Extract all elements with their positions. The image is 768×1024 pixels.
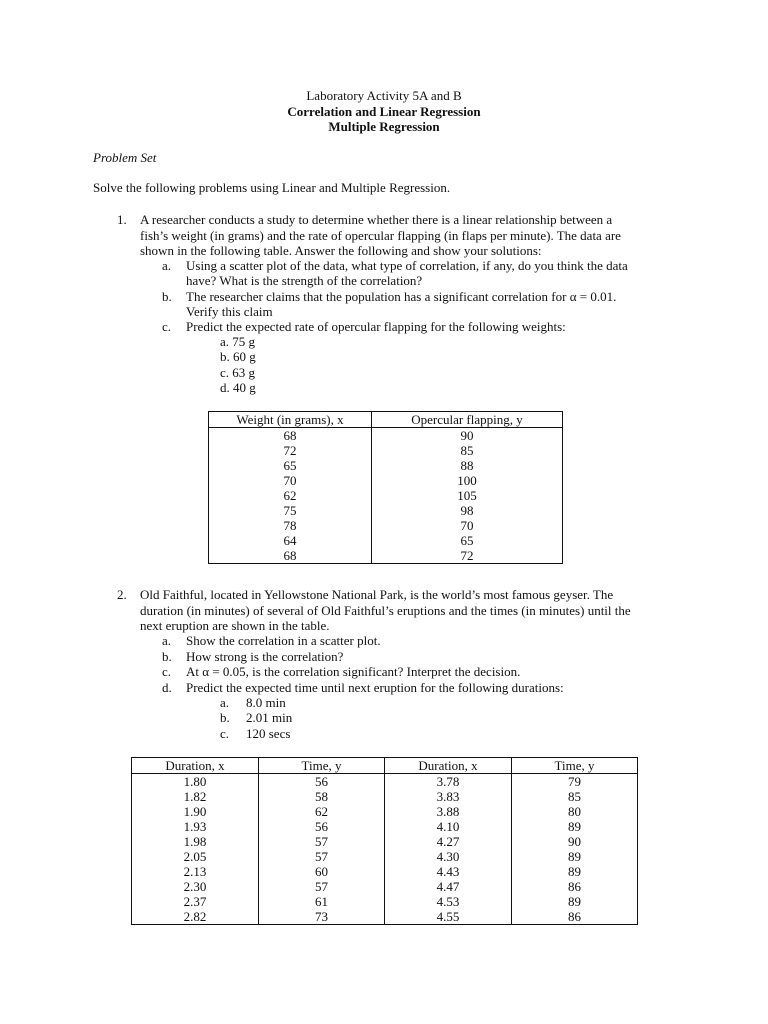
table-cell: 4.47	[385, 879, 512, 894]
problem-2-item-text: Predict the expected time until next eruption for the following durations:	[186, 680, 564, 695]
table-cell: 89	[512, 864, 638, 879]
column-header: Time, y	[259, 758, 385, 774]
table-row	[132, 879, 638, 894]
table-cell: 1.80	[132, 774, 259, 790]
problem-1-c-line-1: Predict the expected rate of opercular flapping for the following weights:	[186, 319, 566, 334]
problem-2-item-label: a.	[162, 633, 172, 648]
problem-2-line-1: Old Faithful, located in Yellowstone National Park, is the world’s most famous geyser. The	[140, 587, 614, 602]
table-row	[132, 894, 638, 909]
table-row	[209, 533, 563, 548]
table-cell: 1.90	[132, 804, 259, 819]
problem-1-number: 1.	[117, 212, 127, 227]
problem-2-item-text: How strong is the correlation?	[186, 649, 344, 664]
table-row	[209, 548, 563, 564]
problem-2-item-label: d.	[162, 680, 172, 695]
table-cell: 2.30	[132, 879, 259, 894]
instructions: Solve the following problems using Linear and Multiple Regression.	[93, 180, 451, 195]
topic-title: Correlation and Linear Regression	[287, 104, 481, 119]
table-cell: 72	[209, 443, 372, 458]
weight-item: c. 63 g	[220, 365, 256, 380]
problem-2-number: 2.	[117, 587, 127, 602]
table-cell: 4.10	[385, 819, 512, 834]
table-cell: 85	[512, 789, 638, 804]
fish-data-table	[208, 411, 563, 564]
column-header: Time, y	[512, 758, 638, 774]
table-row	[132, 774, 638, 790]
table-cell: 61	[259, 894, 385, 909]
duration-value: 2.01 min	[246, 710, 293, 725]
problem-1-line-2: fish’s weight (in grams) and the rate of opercular flapping (in flaps per minute). The data are	[140, 228, 621, 243]
table-header-row	[209, 412, 563, 428]
problem-2-item-text: Show the correlation in a scatter plot.	[186, 633, 381, 648]
table-cell: 86	[512, 879, 638, 894]
table-cell: 1.93	[132, 819, 259, 834]
table-cell: 72	[372, 548, 563, 564]
table-row	[209, 518, 563, 533]
table-cell: 73	[259, 909, 385, 925]
table-cell: 56	[259, 774, 385, 790]
table-cell: 3.88	[385, 804, 512, 819]
table-row	[132, 864, 638, 879]
table-cell: 68	[209, 548, 372, 564]
table-cell: 62	[259, 804, 385, 819]
table-cell: 90	[512, 834, 638, 849]
column-header: Weight (in grams), x	[209, 412, 372, 428]
subtopic-title: Multiple Regression	[328, 119, 440, 134]
table-cell: 70	[209, 473, 372, 488]
weight-item: b. 60 g	[220, 349, 256, 364]
table-cell: 57	[259, 879, 385, 894]
problem-2-line-2: duration (in minutes) of several of Old Faithful’s eruptions and the times (in minutes) until the	[140, 603, 631, 618]
problem-2-item-text: At α = 0.05, is the correlation significant? Interpret the decision.	[186, 664, 521, 679]
table-cell: 2.82	[132, 909, 259, 925]
table-cell: 65	[209, 458, 372, 473]
table-cell: 60	[259, 864, 385, 879]
table-row	[132, 819, 638, 834]
problem-set-label: Problem Set	[93, 150, 157, 165]
table-cell: 89	[512, 849, 638, 864]
table-row	[209, 458, 563, 473]
table-cell: 4.30	[385, 849, 512, 864]
column-header: Duration, x	[385, 758, 512, 774]
table-cell: 1.98	[132, 834, 259, 849]
table-cell: 85	[372, 443, 563, 458]
table-cell: 79	[512, 774, 638, 790]
activity-title: Laboratory Activity 5A and B	[306, 88, 462, 103]
table-cell: 4.27	[385, 834, 512, 849]
table-cell: 4.55	[385, 909, 512, 925]
problem-1-b-line-1: The researcher claims that the population has a significant correlation for α = 0.01.	[186, 289, 617, 304]
problem-2-item-label: c.	[162, 664, 172, 679]
table-cell: 105	[372, 488, 563, 503]
column-header: Duration, x	[132, 758, 259, 774]
problem-1-line-3: shown in the following table. Answer the following and show your solutions:	[140, 243, 542, 258]
table-cell: 98	[372, 503, 563, 518]
problem-1-line-1: A researcher conducts a study to determine whether there is a linear relationship between a	[140, 212, 613, 227]
table-cell: 75	[209, 503, 372, 518]
table-cell: 57	[259, 849, 385, 864]
table-row	[132, 849, 638, 864]
table-row	[209, 488, 563, 503]
problem-1-c-label: c.	[162, 319, 172, 334]
problem-1-a-label: a.	[162, 258, 172, 273]
table-cell: 64	[209, 533, 372, 548]
table-cell: 4.53	[385, 894, 512, 909]
old-faithful-table	[131, 757, 638, 925]
table-cell: 100	[372, 473, 563, 488]
table-cell: 3.83	[385, 789, 512, 804]
table-row	[132, 789, 638, 804]
problem-1-a-line-2: have? What is the strength of the correlation?	[186, 273, 423, 288]
weight-item: a. 75 g	[220, 334, 256, 349]
problem-1-a-line-1: Using a scatter plot of the data, what type of correlation, if any, do you think the data	[186, 258, 628, 273]
table-row	[209, 428, 563, 444]
table-cell: 89	[512, 819, 638, 834]
column-header: Opercular flapping, y	[372, 412, 563, 428]
duration-value: 120 secs	[246, 726, 291, 741]
table-cell: 65	[372, 533, 563, 548]
table-cell: 2.13	[132, 864, 259, 879]
table-cell: 62	[209, 488, 372, 503]
table-cell: 3.78	[385, 774, 512, 790]
table-row	[132, 804, 638, 819]
table-cell: 90	[372, 428, 563, 444]
table-cell: 56	[259, 819, 385, 834]
duration-label: c.	[220, 726, 230, 741]
problem-1-b-line-2: Verify this claim	[186, 304, 273, 319]
table-row	[132, 909, 638, 925]
table-header-row	[132, 758, 638, 774]
weight-item: d. 40 g	[220, 380, 256, 395]
duration-label: b.	[220, 710, 230, 725]
table-cell: 80	[512, 804, 638, 819]
table-cell: 58	[259, 789, 385, 804]
table-cell: 4.43	[385, 864, 512, 879]
table-row	[209, 473, 563, 488]
table-row	[209, 503, 563, 518]
table-row	[132, 834, 638, 849]
problem-2-line-3: next eruption are shown in the table.	[140, 618, 330, 633]
table-cell: 57	[259, 834, 385, 849]
table-cell: 2.37	[132, 894, 259, 909]
table-cell: 68	[209, 428, 372, 444]
table-row	[209, 443, 563, 458]
table-cell: 86	[512, 909, 638, 925]
problem-1-b-label: b.	[162, 289, 172, 304]
table-cell: 89	[512, 894, 638, 909]
table-cell: 1.82	[132, 789, 259, 804]
duration-label: a.	[220, 695, 230, 710]
table-cell: 88	[372, 458, 563, 473]
duration-value: 8.0 min	[246, 695, 286, 710]
problem-2-item-label: b.	[162, 649, 172, 664]
table-cell: 78	[209, 518, 372, 533]
table-cell: 2.05	[132, 849, 259, 864]
table-cell: 70	[372, 518, 563, 533]
